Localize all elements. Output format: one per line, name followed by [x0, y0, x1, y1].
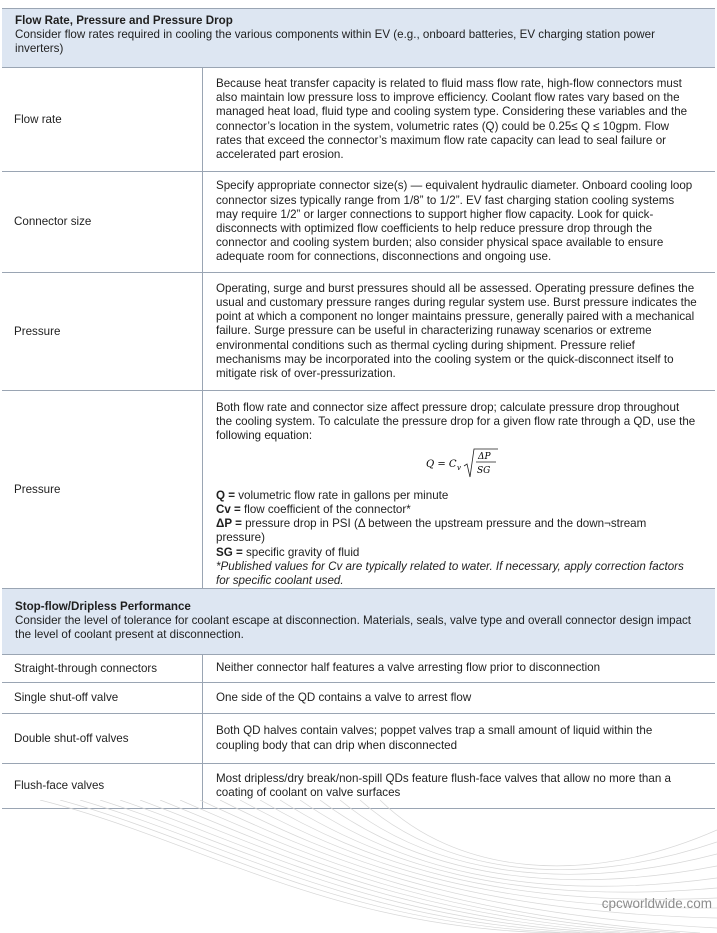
- row-text: Because heat transfer capacity is related to fluid mass flow rate, high-flow connectors must also maintain low pressure loss to improve efficiency. Coolant flow rates vary based on the managed heat load, fluid type and cooling system type. Considering these variables and the connector’s location in the system, volumetric rates (Q) could be 0.25≤ Q ≤ 10gpm. Flow rates that exceed the connector’s maximum flow rate capacity can lead to seal failure or accelerated part erosion.: [216, 76, 688, 161]
- row-label: Flush-face valves: [2, 764, 203, 808]
- row-label: Pressure: [2, 273, 203, 390]
- row-text: Neither connector half features a valve arresting flow prior to disconnection: [216, 661, 601, 675]
- equation-lhs: Q = C: [426, 458, 457, 470]
- table-row: [2, 713, 715, 763]
- table-row-pressure-drop: [2, 390, 715, 588]
- footer-website[interactable]: cpcworldwide.com: [601, 896, 712, 911]
- definition-dp: ΔP = pressure drop in PSI (Δ between the upstream pressure and the down¬stream pressure): [216, 517, 647, 545]
- definition-q: Q = volumetric flow rate in gallons per minute: [216, 488, 449, 502]
- row-label: Connector size: [2, 172, 203, 272]
- row-label: Pressure: [2, 391, 203, 588]
- row-label: Single shut-off valve: [2, 683, 203, 713]
- pressure-drop-intro: Both flow rate and connector size affect pressure drop; calculate pressure drop throughout the cooling system. To calculate the pressure drop for a given flow rate through a QD, use the following equation:: [216, 401, 696, 443]
- row-text: Specify appropriate connector size(s) — equivalent hydraulic diameter. Onboard cooling loop connector sizes typically range from 1/8” to 1/2”. EV fast charging station cooling systems may require 1/2” or larger connections to support higher flow capacity. Look for quick-disconnects with optimized flow coefficients to help reduce pressure drop through the connector and cooling system burden; also consider physical space available to ensure adequate room for connections, disconnections and ongoing use.: [216, 179, 693, 264]
- definition-cv: Cv = flow coefficient of the connector*: [216, 503, 411, 517]
- section-title: Stop-flow/Dripless Performance: [15, 600, 191, 613]
- flow-equation-svg: [426, 446, 516, 480]
- decorative-wave-graphic: [0, 800, 717, 933]
- row-text: One side of the QD contains a valve to arrest flow: [216, 690, 472, 704]
- section-subtitle: Consider flow rates required in cooling the various components within EV (e.g., onboard batteries, EV charging station power inverters): [15, 28, 655, 55]
- footnote: *Published values for Cv are typically related to water. If necessary, apply correction factors for specific coolant used.: [216, 559, 684, 588]
- definition-sg: SG = specific gravity of fluid: [216, 545, 360, 559]
- table-row: [2, 654, 715, 682]
- row-label: Flow rate: [2, 68, 203, 171]
- row-label: Double shut-off valves: [2, 714, 203, 763]
- section-header-flow: [2, 8, 715, 67]
- equation-denominator: SG: [477, 465, 491, 476]
- section-title: Flow Rate, Pressure and Pressure Drop: [15, 14, 233, 27]
- row-text: [216, 391, 697, 588]
- equation-subscript: v: [457, 463, 461, 472]
- row-text: Both QD halves contain valves; poppet valves trap a small amount of liquid within the coupling body that can drip when disconnected: [216, 724, 653, 752]
- section-header-stopflow: [2, 588, 715, 654]
- equation-numerator: ΔP: [478, 451, 491, 462]
- row-label: Straight-through connectors: [2, 655, 203, 682]
- flow-equation: [426, 446, 697, 485]
- table-row: [2, 682, 715, 713]
- table-row: [2, 67, 715, 171]
- row-text: Operating, surge and burst pressures should all be assessed. Operating pressure defines the usual and customary pressure ranges during regular system use. Burst pressure indicates the point at which a component no longer maintains pressure, generally paired with a mechanical failure. Surge pressure can be useful in characterizing runaway scenarios or extreme environmental conditions such as thermal cycling during shipment. Pressure relief mechanisms may be incorporated into the cooling system or the quick-disconnect itself to mitigate risk of over-pressurization.: [216, 281, 697, 380]
- section-subtitle: Consider the level of tolerance for coolant escape at disconnection. Materials, seals, valve type and overall connector design impact the level of coolant present at disconnection.: [15, 614, 692, 641]
- row-text: Most dripless/dry break/non-spill QDs feature flush-face valves that allow no more than a coating of coolant on valve surfaces: [216, 771, 671, 799]
- table-row: [2, 171, 715, 272]
- table-row: [2, 272, 715, 390]
